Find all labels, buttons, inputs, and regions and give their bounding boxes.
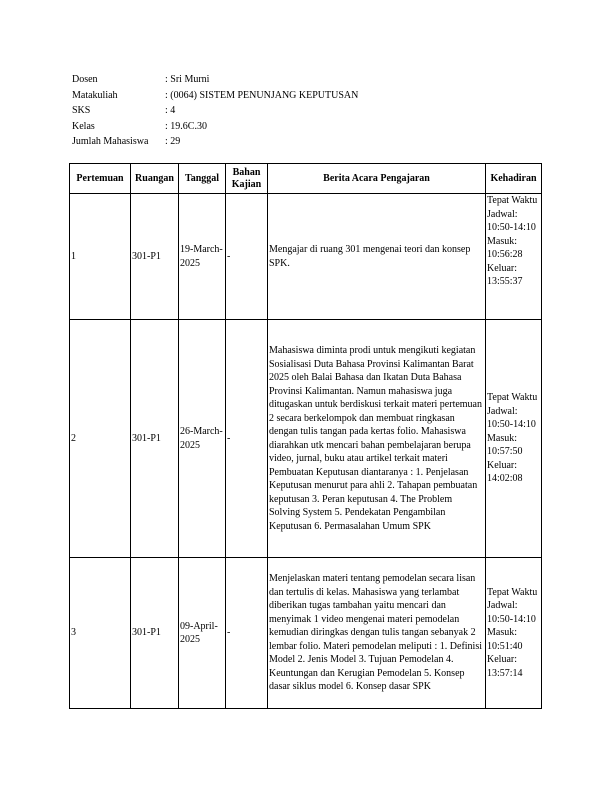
attendance-keluar: Keluar: 14:02:08 bbox=[487, 459, 523, 485]
attendance-masuk: Masuk: 10:56:28 bbox=[487, 235, 523, 260]
cell-ruangan: 301-P1 bbox=[131, 320, 179, 558]
attendance-masuk: Masuk: 10:51:40 bbox=[487, 627, 523, 652]
cell-bahan: - bbox=[226, 558, 268, 709]
header-tanggal: Tanggal bbox=[179, 164, 226, 194]
header-berita-acara: Berita Acara Pengajaran bbox=[268, 164, 486, 194]
attendance-status: Tepat Waktu bbox=[487, 392, 538, 404]
attendance-jadwal: Jadwal: 10:50-14:10 bbox=[487, 600, 536, 625]
attendance-keluar: Keluar: 13:57:14 bbox=[487, 654, 523, 679]
attendance-jadwal: Jadwal: 10:50-14:10 bbox=[487, 405, 536, 431]
info-row-jumlah bbox=[72, 134, 358, 150]
info-row-matakuliah bbox=[72, 88, 358, 104]
table-header-row bbox=[70, 164, 542, 194]
info-value: : 19.6C.30 bbox=[165, 120, 207, 132]
table-row bbox=[70, 320, 542, 558]
info-row-kelas bbox=[72, 119, 358, 135]
cell-pertemuan: 1 bbox=[70, 194, 131, 320]
info-value: : 4 bbox=[165, 105, 176, 116]
info-value: : 29 bbox=[165, 136, 181, 147]
info-key: Jumlah Mahasiswa bbox=[72, 136, 149, 147]
header-pertemuan: Pertemuan bbox=[70, 164, 131, 194]
cell-bahan: - bbox=[226, 320, 268, 558]
cell-berita: Menjelaskan materi tentang pemodelan secara lisan dan tertulis di kelas. Mahasiswa yang terlambat diberikan tugas tambahan yaitu mencari dan menyimak 1 video mengenai materi pemodelan kemudian diringkas dengan tulis tangan sebanyak 2 lembar folio. Materi pemodelan meliputi : 1. Definisi Model 2. Jenis Model 3. Tujuan Pemodelan 4. Keuntungan dan Kerugian Pemodelan 5. Konsep dasar siklus model 6. Konsep dasar SPK bbox=[268, 558, 486, 709]
attendance-table bbox=[69, 163, 542, 709]
cell-pertemuan: 2 bbox=[70, 320, 131, 558]
info-value: : Sri Murni bbox=[165, 74, 210, 85]
attendance-status: Tepat Waktu bbox=[487, 195, 538, 206]
info-key: SKS bbox=[72, 105, 91, 116]
info-value: : (0064) SISTEM PENUNJANG KEPUTUSAN bbox=[165, 89, 359, 101]
table-row bbox=[70, 558, 542, 709]
info-key: Matakuliah bbox=[72, 89, 118, 101]
info-row-dosen bbox=[72, 72, 358, 88]
cell-tanggal: 09-April-2025 bbox=[179, 558, 226, 709]
attendance-status: Tepat Waktu bbox=[487, 586, 538, 598]
cell-ruangan: 301-P1 bbox=[131, 194, 179, 320]
header-ruangan: Ruangan bbox=[131, 164, 179, 194]
cell-bahan: - bbox=[226, 194, 268, 320]
cell-tanggal: 19-March-2025 bbox=[179, 194, 226, 320]
cell-ruangan: 301-P1 bbox=[131, 558, 179, 709]
cell-kehadiran bbox=[486, 320, 542, 558]
cell-pertemuan: 3 bbox=[70, 558, 131, 709]
table-row bbox=[70, 194, 542, 320]
header-bahan-kajian: Bahan Kajian bbox=[226, 164, 268, 194]
attendance-jadwal: Jadwal: 10:50-14:10 bbox=[487, 208, 536, 233]
attendance-masuk: Masuk: 10:57:50 bbox=[487, 432, 523, 458]
cell-kehadiran bbox=[486, 558, 542, 709]
course-info bbox=[72, 72, 358, 150]
header-kehadiran: Kehadiran bbox=[486, 164, 542, 194]
cell-tanggal: 26-March-2025 bbox=[179, 320, 226, 558]
info-key: Dosen bbox=[72, 74, 98, 85]
cell-kehadiran bbox=[486, 194, 542, 320]
info-key: Kelas bbox=[72, 120, 95, 132]
cell-berita: Mahasiswa diminta prodi untuk mengikuti kegiatan Sosialisasi Duta Bahasa Provinsi Kalimantan Barat 2025 oleh Balai Bahasa dan Ikatan Duta Bahasa Provinsi Kalimantan. Namun mahasiswa juga ditugaskan untuk berdiskusi terkait materi pertemuan 2 secara berkelompok dan membuat ringkasan dengan tulis tangan pada kertas folio. Mahasiswa diarahkan utk mencari bahan pembelajaran berupa video, jurnal, buku atau artikel terkait materi Pembuatan Keputusan diantaranya : 1. Penjelasan Keputusan menurut para ahli 2. Tahapan pembuatan keputusan 3. Peran keputusan 4. The Problem Solving System 5. Pendekatan Pengambilan Keputusan 6. Permasalahan Umum SPK bbox=[268, 320, 486, 558]
cell-berita: Mengajar di ruang 301 mengenai teori dan konsep SPK. bbox=[268, 194, 486, 320]
attendance-keluar: Keluar: 13:55:37 bbox=[487, 262, 523, 287]
info-row-sks bbox=[72, 103, 358, 119]
